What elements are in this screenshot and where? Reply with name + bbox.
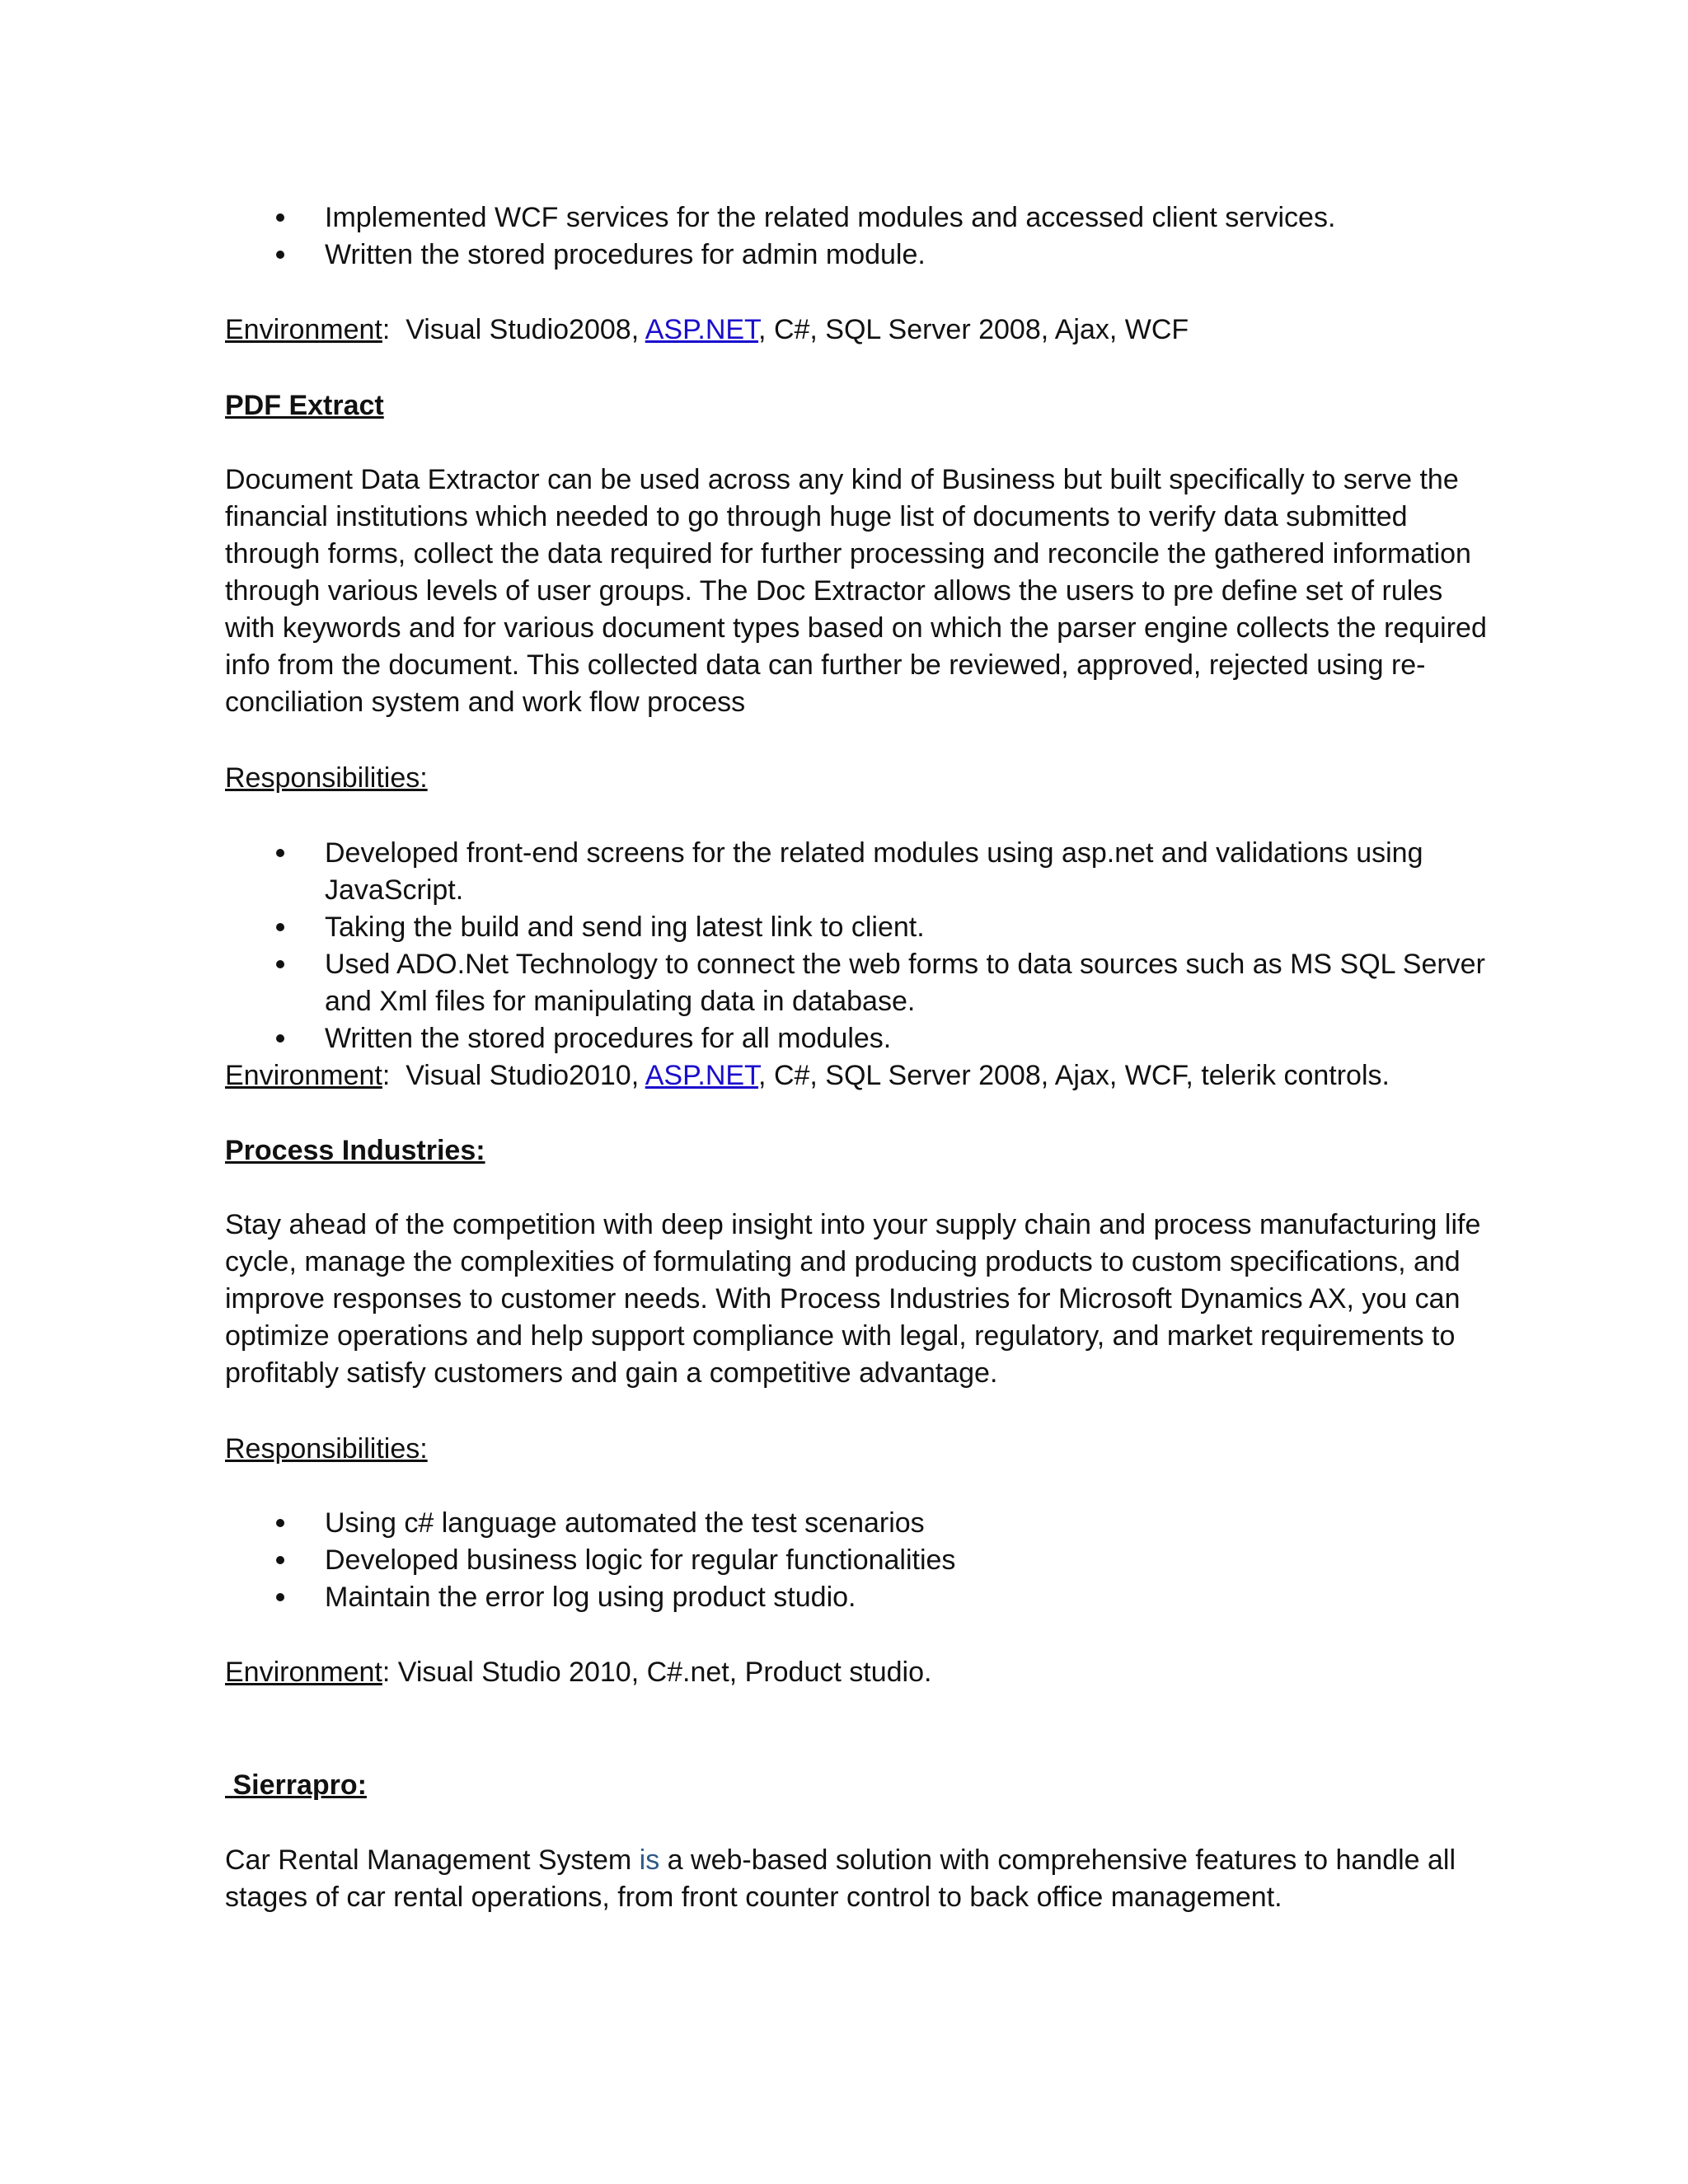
top-bullet-list xyxy=(225,199,1498,274)
bullet-icon xyxy=(276,923,284,931)
environment-label: Environment xyxy=(225,314,382,345)
list-item: Developed business logic for regular functionalities xyxy=(225,1542,1498,1579)
bullet-icon xyxy=(276,1519,284,1527)
bullet-icon xyxy=(276,213,284,222)
list-item: Maintain the error log using product studio. xyxy=(225,1579,1498,1616)
process-industries-heading: Process Industries: xyxy=(225,1135,485,1166)
list-item: Taking the build and send ing latest link to client. xyxy=(225,909,1498,946)
pdf-responsibilities-list xyxy=(225,835,1498,1057)
process-responsibilities-list xyxy=(225,1505,1498,1616)
aspnet-link[interactable]: ASP.NET xyxy=(645,314,759,345)
pdf-extract-heading: PDF Extract xyxy=(225,390,384,421)
pdf-extract-description: Document Data Extractor can be used across any kind of Business but built specifically to serve the financial institutions which needed to go through huge list of documents to verify data submitted through forms, collect the data required for further processing and reconcile the gathered information through various levels of user groups. The Doc Extractor allows the users to pre define set of rules with keywords and for various document types based on which the parser engine collects the required info from the document. This collected data can further be reviewed, approved, rejected using re- conciliation system and work flow process xyxy=(225,464,1487,718)
process-industries-description: Stay ahead of the competition with deep insight into your supply chain and process manufacturing life cycle, manage the complexities of formulating and producing products to custom specifications, and improve responses to customer needs. With Process Industries for Microsoft Dynamics AX, you can optimize operations and help support compliance with legal, regulatory, and market requirements to profitably satisfy customers and gain a competitive advantage. xyxy=(225,1209,1481,1389)
bullet-icon xyxy=(276,1593,284,1601)
pdf-responsibilities-label: Responsibilities: xyxy=(225,762,428,794)
sierrapro-heading: Sierrapro: xyxy=(232,1769,367,1801)
bullet-icon xyxy=(276,960,284,968)
sierrapro-description: Car Rental Management System is a web-based solution with comprehensive features to handle all stages of car rental operations, from front counter control to back office management. xyxy=(225,1844,1456,1913)
process-responsibilities-label: Responsibilities: xyxy=(225,1433,428,1465)
list-item: Written the stored procedures for all modules. xyxy=(225,1020,1498,1057)
bullet-icon xyxy=(276,849,284,857)
list-item: Written the stored procedures for admin module. xyxy=(225,237,1498,274)
list-item: Implemented WCF services for the related modules and accessed client services. xyxy=(225,199,1498,237)
aspnet-link[interactable]: ASP.NET xyxy=(645,1060,759,1091)
list-item: Used ADO.Net Technology to connect the web forms to data sources such as MS SQL Server and Xml files for manipulating data in database. xyxy=(225,946,1498,1020)
environment-line-3: Environment: Visual Studio 2010, C#.net, Product studio. xyxy=(225,1657,932,1688)
bullet-icon xyxy=(276,1034,284,1043)
bullet-icon xyxy=(276,251,284,259)
list-item: Using c# language automated the test scenarios xyxy=(225,1505,1498,1542)
environment-label: Environment xyxy=(225,1060,382,1091)
environment-label: Environment xyxy=(225,1657,382,1688)
list-item: Developed front-end screens for the related modules using asp.net and validations using JavaScript. xyxy=(225,835,1498,909)
environment-line-1: Environment: Visual Studio2008, ASP.NET, C#, SQL Server 2008, Ajax, WCF xyxy=(225,314,1189,345)
environment-line-2: Environment: Visual Studio2010, ASP.NET, C#, SQL Server 2008, Ajax, WCF, telerik controls. xyxy=(225,1060,1390,1091)
bullet-icon xyxy=(276,1556,284,1564)
